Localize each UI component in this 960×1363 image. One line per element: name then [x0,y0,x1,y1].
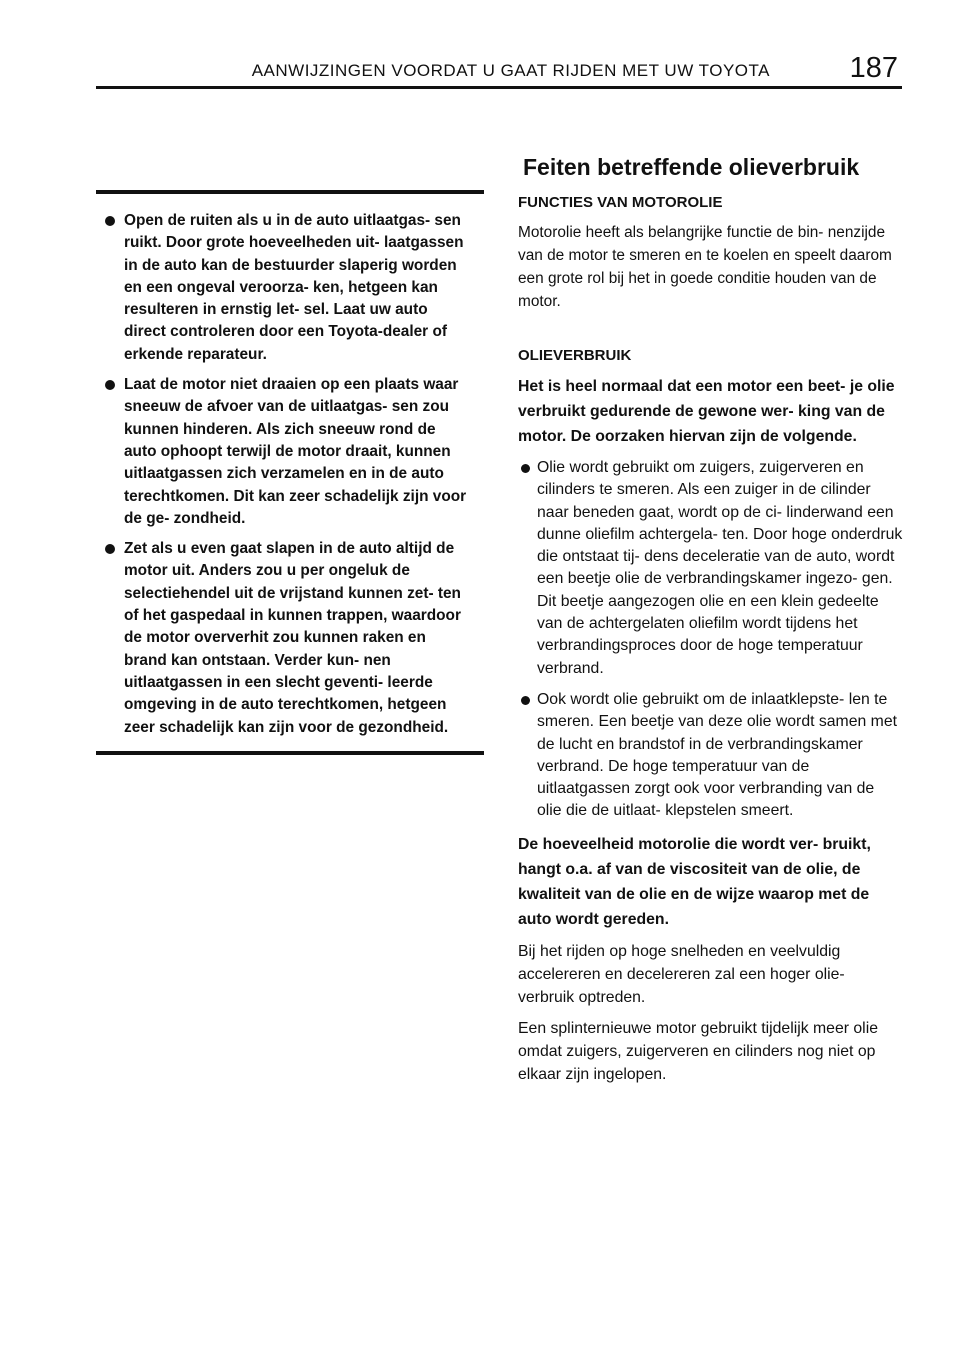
header-title: AANWIJZINGEN VOORDAT U GAAT RIJDEN MET UW TOYOTA [251,61,770,80]
list-item [518,689,903,823]
bullet-icon [105,544,115,554]
bullet-icon [105,380,115,390]
consumption-intro: Het is heel normaal dat een motor een beet- je olie verbruikt gedurende de gewone wer- king van de motor. De oorzaken hiervan zijn de volgende. [518,378,895,445]
functions-heading: FUNCTIES VAN MOTOROLIE [518,194,723,211]
bullet-icon [521,696,530,705]
warning-text: Open de ruiten als u in de auto uitlaatgas- sen ruikt. Door grote hoeveelheden uit- laatgassen in de auto kan de bestuurder slaperig worden en een ongeval veroorza- ken, hetgeen kan resulteren in ernstig let- sel. Laat uw auto direct controleren door een Toyota‑dealer of erkende reparateur. [124,212,464,363]
warning-box [96,190,484,755]
running-header [96,52,902,89]
list-item-text: Olie wordt gebruikt om zuigers, zuigerveren en cilinders te smeren. Als een zuiger in de cilinder naar beneden gaat, wordt op de ci- linderwand een dunne oliefilm achtergela- ten. Door hoge onderdruk die ontstaat tij- dens deceleratie van de auto, wordt een beetje olie de verbrandingskamer ingezo- gen. Dit beetje aangezogen olie en een klein gedeelte van de achtergelaten oliefilm wordt tijdens het verbrandingsproces door de hoge temperatuur verbrand. [537,459,903,677]
bullet-icon [521,464,530,473]
right-column [518,152,903,1094]
list-item [518,457,903,680]
high-speed-paragraph: Bij het rijden op hoge snelheden en veelvuldig accelereren en decelereren zal een hoger olie- verbruik optreden. [518,942,845,1006]
warning-item [96,538,471,739]
new-engine-paragraph: Een splinternieuwe motor gebruikt tijdelijk meer olie omdat zuigers, zuigerveren en cilinders nog niet op elkaar zijn ingelopen. [518,1019,878,1083]
warning-list [96,210,471,747]
page-number: 187 [849,52,898,84]
amount-paragraph: De hoeveelheid motorolie die wordt ver- bruikt, hangt o.a. af van de viscositeit van de olie, de kwaliteit van de olie en de wijze waarop met de auto wordt gereden. [518,835,871,928]
warning-text: Zet als u even gaat slapen in de auto altijd de motor uit. Anders zou u per ongeluk de selectiehendel uit de vrijstand kunnen zet- ten of het gaspedaal in kunnen trappen, waardoor de motor oververhit zou kunnen raken en brand kan ontstaan. Verder kun- nen uitlaatgassen in een slecht geventi- leerde omgeving in de auto terechtkomen, hetgeen zeer schadelijk kan zijn voor de gezondheid. [124,540,461,736]
section-title: Feiten betreffende olieverbruik [523,154,860,180]
warning-item [96,374,471,530]
warning-text: Laat de motor niet draaien op een plaats waar sneeuw de afvoer van de uitlaatgas- sen zou kunnen hinderen. Als zich sneeuw rond de auto ophoopt terwijl de motor draait, kunnen uitlaatgassen zich verzamelen en in de auto terechtkomen. Dit kan zeer schadelijk zijn voor de ge- zondheid. [124,376,467,527]
bullet-icon [105,216,115,226]
functions-paragraph: Motorolie heeft als belangrijke functie de bin- nenzijde van de motor te smeren en te koelen en speelt daarom een grote rol bij het in goede conditie houden van de motor. [518,224,892,310]
list-item-text: Ook wordt olie gebruikt om de inlaatklepste- len te smeren. Een beetje van deze olie wordt samen met de lucht en brandstof in de verbrandingskamer verbrand. De hoge temperatuur van de uitlaatgassen zorgt ook voor verbranding van de olie die de uitlaat- klepstelen smeert. [537,690,898,820]
consumption-heading: OLIEVERBRUIK [518,347,632,364]
warning-item [96,210,471,366]
